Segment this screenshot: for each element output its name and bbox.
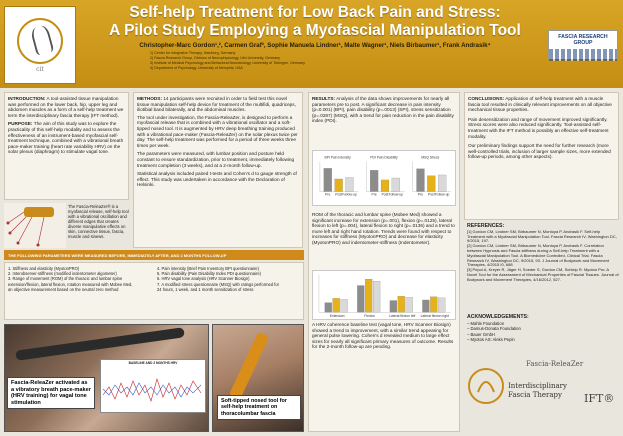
breathing-training-photo [4, 324, 209, 432]
affiliation-3: 3) Institute of Medical Psychology and Behavioral Neurobiology, University of Tübingen, Germany [150, 61, 305, 65]
measure-item: 1. Stiffness and elasticity (MyotonPRO) [8, 266, 80, 271]
ift-name: Interdisciplinary Fascia Therapy [508, 382, 567, 399]
reference-item: [2] Gordon CM, Lindner SM, Birbaumer N, Montoya P, Andrasik F. Correlation between Hypnosis and Fascia stiffness during a Self-help Treatment with a Myofascial Manipulation Tool. A Biomedicine Controlled, Clinical Trial. Fascia Research IV, Washington DC, 9/2015, 93. J Journal of Bodywork and Movement Therapies, 4/2015 I0, 688 [467, 243, 610, 268]
bar-pre [325, 303, 332, 313]
affiliation-1: 1) Center for Integrative Therapy, Hamburg, Germany [150, 51, 236, 55]
poster-title-line2: A Pilot Study Employing a Myofascial Manipulation Tool [109, 22, 521, 39]
measure-item: 3. Range of movement (ROM) of the thoracic and lumbar spine [8, 276, 123, 282]
institute-logo [4, 6, 76, 84]
bar-pre [417, 169, 425, 192]
reference-item: [3] Pepoi A, Kreyer R, Jäger H, Soeder S, Gordon CM, Schleip R. Myoton Pro: A Novel Tool for the Assessment of Mechanical Properties of Fascial Tissues. Journal of Bodywork and Movement Therapies, 4/16/2012, 527. [467, 267, 619, 282]
bar-follow-up [438, 298, 445, 312]
group-logo-text: FASCIA RESEARCH GROUP [558, 34, 608, 46]
results-heading: RESULTS: [312, 96, 336, 101]
hrv-chart-title: BASELINE AND 2 MONTHS HRV [128, 361, 178, 365]
measures-right-list [157, 266, 302, 292]
results-p3: A HRV coherence baseline test (vagal tone, HRV Scanner Biosign) showed a trend to improvement, with a similar trend appearing for general pulse lowering. Cohen's d revealed medium to large effect sizes for nearly all significant primary measures of outcome. Results for the 2-month follow-up are pending. [312, 322, 454, 350]
conclusions-p2: Pain desensitization and range of movement improved significantly. Stress scores were also reduced significantly. Tool-assisted self-treatment with the IFT method is possibly an effective self-treatment modality. [468, 116, 609, 139]
fascia-releazer-logo-icon [466, 366, 506, 406]
conclusions-p3: Our preliminary findings support the need for further research (more well-controlled trials, inclusion of larger sample sizes, more extended follow-up periods, among other aspects). [468, 143, 611, 160]
measure-item: an objective measurement based on the neutral zero method [8, 286, 119, 292]
intro-heading: INTRODUCTION: [8, 96, 46, 101]
acknowledgements-heading: ACKNOWLEDGEMENTS: [467, 314, 529, 320]
institute-logo-label: cit [36, 65, 44, 73]
bar-follow-up [406, 297, 413, 312]
measure-item: 5. Pain disability (Pain Disability Index PDI questionnaire) [157, 271, 261, 277]
tick-label: Post [381, 192, 389, 197]
conclusions-heading: CONCLUSIONS: [468, 96, 505, 101]
methods-p1: 14 participants were recruited in order to field test this novel tissue manipulation self-help device for treatment of the multifidi, quadriceps, iliotibial band bilaterally, and the abdominal muscles. [137, 96, 296, 113]
conclusions-block [464, 92, 619, 220]
bar-follow-up [438, 175, 446, 192]
measure-item: 7. A modified stress questionnaire (MSQ) with ratings performed for [157, 281, 279, 287]
bar-pre [357, 286, 364, 313]
results-p2: ROM of the thoracic and lumbar spine (Mobee Med) showed a significant increase for extension (p=.001), flexion (p=.0125), lateral flexion to left (p=.004), lateral flexion to right (p=.0136) and a trend to more left and right hand rotation. Trends were found with respect to increases for stiffness (MyotonPRO) and decrease for elasticity (MyotonPRO) and indentometer-stiffness (Indentometer). [312, 212, 455, 245]
bar-post [335, 179, 343, 192]
results-block [308, 92, 460, 432]
bar-pre [324, 168, 332, 191]
measure-item: extension/flexion, lateral flexion, rotation measured with Mobee Med, [8, 281, 133, 287]
tick-label: Post [335, 192, 342, 197]
footer-branding [466, 352, 621, 434]
tick-label: Lateral flexion left [389, 314, 416, 319]
bar-pre [370, 170, 378, 191]
pain-stress-charts [312, 150, 456, 206]
reference-item: [1] Gordon CM, Lindner SM, Birbaumer N, Montoya P, Andrasik F. Self-help Treatment with a Myofascial Manipulation Tool. Fascia Research IV, Washington DC, 9/2015, 197. [467, 228, 617, 244]
results-p1: Analysis of the data shows improvements for nearly all parameters pre to post. A significant decrease in pain intensity (p=0.001) (BPI), pain disability (p=.0013) (SPI), stress sensitization (p=.0287) (MSQ), with a trend for pain reduction in the pain disability index (PDI). [312, 96, 454, 124]
tick-label: Follow-up [434, 192, 450, 197]
bar-follow-up [341, 299, 348, 312]
tool-in-photo [15, 327, 185, 361]
rom-chart [312, 270, 456, 320]
measures-banner: THE FOLLOWING PARAMETERS WERE MEASURED BEFORE, IMMEDIATELY AFTER, AND 2 MONTHS FOLLOW-UP [4, 250, 304, 260]
conclusions-p1: Application of self-help treatment with a muscle fascia tool resulted in clinically relevant improvements on all objective mechanical tissue properties. [468, 96, 612, 113]
affiliation-4: 4) Department of Psychology, University of Memphis, USA [150, 66, 243, 70]
chart-title: MSQ Stress [421, 155, 440, 160]
photo-right-caption: Soft-tipped nosed tool for self-help treatment on thoracolumbar fascia [217, 395, 301, 420]
measure-item: 2. Interobserver-stiffness (modified indentometer algometer) [8, 271, 117, 277]
purpose-text: The aim of this study was to explore the practicality of this self-help modality and to assess the effectiveness of an instrument-based myofascial self-treatment technique, combined with a vibrational breath pace-maker training (heart rate variability HRV) on the solar plexus (diaphragm) to stimulate vagal tone. [8, 121, 124, 155]
methods-p4: Statistical analysis included paired t-tests and Cohen's d to gauge strength of effect. This study was undertaken in accordance with the Declaration of Helsinki. [137, 171, 297, 188]
measure-item: 4. Pain intensity (Brief Pain Inventory BPI questionnaire) [157, 266, 259, 271]
ack-item: – Damus-Donata Foundation [467, 326, 521, 332]
measure-item: 6. HRV vagal tone analysis (HRV Scanner Biosign) [157, 276, 250, 282]
references-block [467, 224, 619, 283]
measure-item: 24 hours, 1 week, and 1 month sensitization of stress [157, 286, 254, 292]
author-list: Christopher-Marc Gordon¹,², Carmen Graf³, Sophie Manuela Lindner¹, Malte Wagner¹, Niels Birbaumer¹, Frank Andrasik⁴ [139, 42, 491, 49]
bar-post [398, 296, 405, 312]
group-logo-graphic [549, 49, 617, 61]
bar-post [333, 298, 340, 312]
intro-block [4, 92, 129, 200]
methods-heading: METHODS: [137, 96, 162, 101]
intro-text: A tool-assisted tissue manipulation was performed on the lower back, hip, upper leg and abdomen muscles as a form of a self-help treatment we term the interdisciplinary fascia therapy (IFT method). [8, 96, 124, 118]
tick-label: Extension [329, 314, 345, 319]
poster-title-line1: Self-help Treatment for Low Back Pain and Stress: [129, 4, 501, 21]
measures-left-list [8, 266, 153, 292]
hrv-waveform [101, 365, 205, 411]
measures-list [4, 262, 304, 320]
fascia-tool-diagram-icon [4, 203, 66, 248]
affiliation-2: 2) Fascia Research Group, Division of Neurophysiology, Ulm University, Germany [150, 56, 280, 60]
tick-label: Pre [325, 192, 331, 197]
bar-post [430, 297, 437, 313]
acknowledgements-block [467, 315, 557, 342]
ift-mark: IFT® [584, 392, 615, 405]
poster-header [0, 0, 623, 88]
bar-post [365, 279, 372, 312]
methods-block [133, 92, 303, 248]
small-bar-charts-svg [313, 151, 455, 205]
photo-left-caption: Fascia-ReleaZer activated as a vibratory breath pace-maker (HRV training) for vagal tone stimulation [7, 377, 95, 409]
softtip-tool [229, 332, 269, 401]
brand-name: Fascia-ReleaZer [526, 360, 584, 368]
bar-follow-up [392, 178, 400, 192]
chart-title: BPI Pain Intensity [324, 155, 351, 160]
tick-label: Pre [417, 192, 424, 197]
tool-illustration [4, 203, 66, 248]
hrv-chart-inset [100, 359, 206, 413]
methods-p2: The tool under investigation, the Fascia-ReleaZer, is designed to perform a myofascial release that is combined with a vibrational oscillator and a soft-tipped nosed tool. It is augmented by HRV deep breathing training produced with a vibrational pace-maker (Fascia-ReleaZer) on the solar plexus twice per day. The self-help treatment was performed for a period of three weeks three times per week. [137, 114, 298, 148]
methods-p3: The parameters were measured, with lumbar position and posture held constant to ensure standardization, prior to treatment, immediately following treatment completion (3 weeks), and at a 2-month follow-up. [137, 151, 295, 168]
ack-item: – Bauer GmbH [467, 331, 495, 337]
bar-follow-up [373, 281, 380, 312]
tool-caption: The Fascia-ReleaZer® is a myofascial release, self-help tool with a vibrational oscillation and different edges that creates diverse manipulative effects on skin, connective tissue, fascia, muscle and sinews. [68, 204, 129, 239]
rom-bar-chart-svg [313, 271, 455, 319]
bar-pre [390, 301, 397, 313]
bar-follow-up [346, 178, 354, 192]
tick-label: Pre [371, 192, 377, 197]
purpose-heading: PURPOSE: [8, 121, 33, 127]
tick-label: Lateral flexion right [420, 314, 449, 319]
tick-label: Follow-up [388, 192, 404, 197]
ack-item: – Mahle Foundation [467, 321, 505, 327]
affiliations [150, 51, 490, 71]
body-figure-icon [17, 18, 63, 64]
self-treatment-photo [212, 324, 304, 432]
bar-post [427, 176, 435, 192]
chart-title: PDI Pain Disability [370, 155, 398, 160]
fascia-research-group-logo [548, 30, 618, 60]
tick-label: Follow-up [342, 192, 357, 197]
ack-item: – Myotos AS: Aleks Pepin [467, 336, 515, 342]
bar-post [381, 180, 389, 192]
bar-pre [422, 300, 429, 312]
tick-label: Flexion [364, 314, 376, 319]
tick-label: Post [427, 192, 435, 197]
references-heading: REFERENCES: [467, 223, 505, 229]
